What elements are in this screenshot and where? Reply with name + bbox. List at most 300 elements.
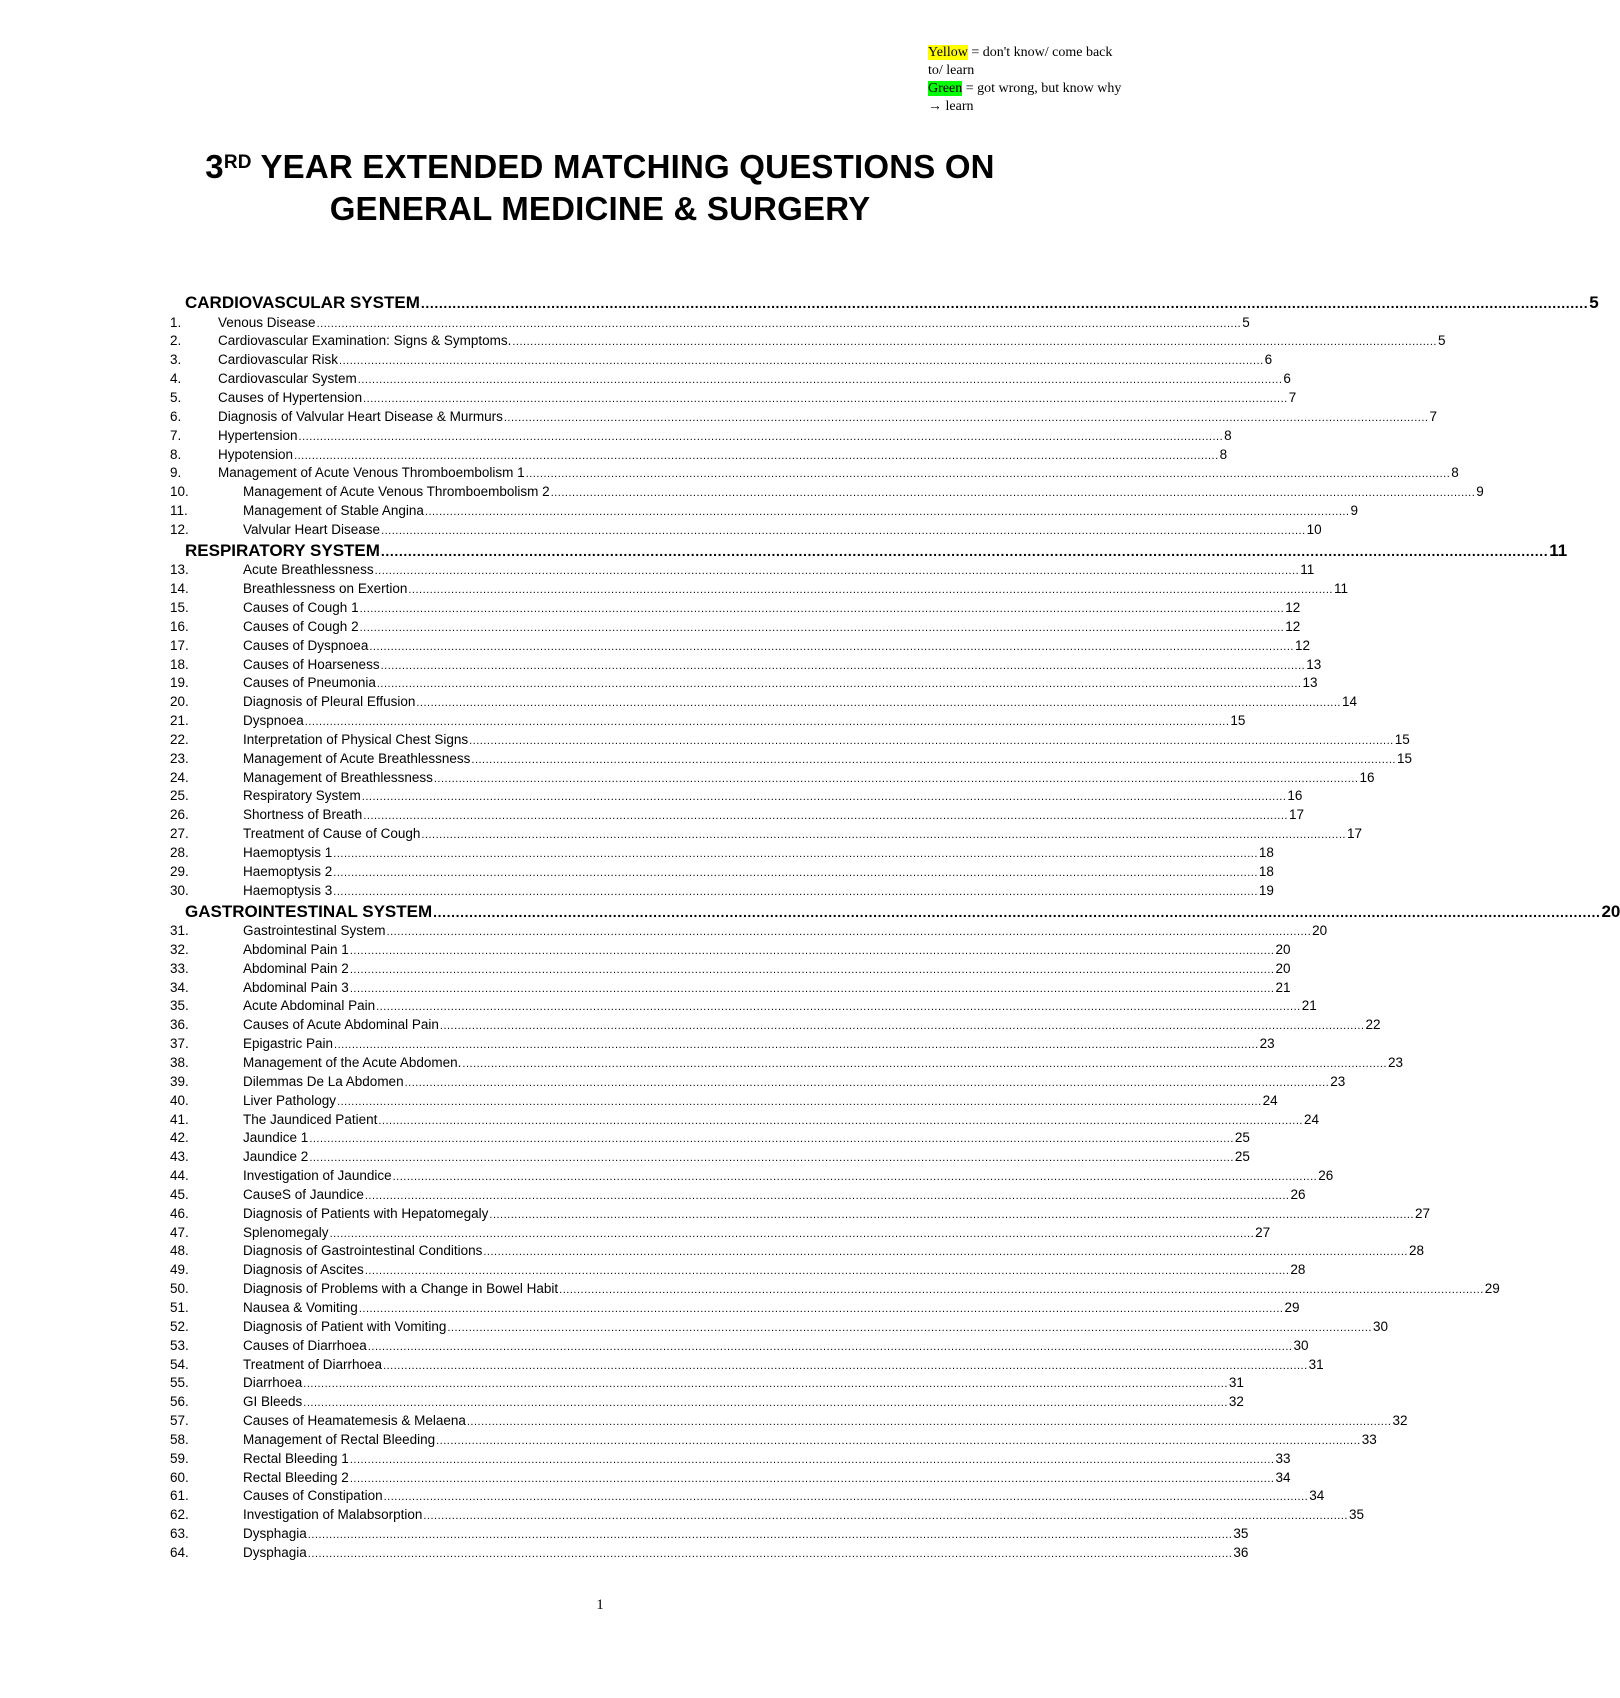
entry-number: 15. bbox=[170, 600, 189, 615]
entry-page: 8 bbox=[1451, 465, 1459, 481]
leader-dots: .................................................................................................................................................................................................................................................................... bbox=[378, 1114, 1303, 1127]
leader-dots: .................................................................................................................................................................................................................................................................... bbox=[381, 524, 1306, 537]
leader-dots: .................................................................................................................................................................................................................................................................... bbox=[503, 411, 1429, 424]
entry-page: 33 bbox=[1361, 1431, 1377, 1447]
entry-number: 4. bbox=[170, 371, 182, 387]
entry-number: 9. bbox=[170, 465, 182, 481]
entry-page: 10 bbox=[1306, 521, 1322, 537]
entry-number: 34. bbox=[170, 979, 189, 995]
section-page: 20 bbox=[1601, 901, 1620, 921]
entry-number: 36. bbox=[170, 1017, 189, 1033]
leader-dots: .................................................................................................................................................................................................................................................................... bbox=[466, 1416, 1392, 1429]
leader-dots: .................................................................................................................................................................................................................................................................... bbox=[349, 1453, 1275, 1466]
entry-page: 33 bbox=[1275, 1450, 1291, 1466]
title-line-2: GENERAL MEDICINE & SURGERY bbox=[329, 190, 871, 227]
entry-title: Investigation of Jaundice bbox=[243, 1168, 392, 1184]
entry-page: 15 bbox=[1230, 713, 1246, 729]
entry-title: Respiratory System bbox=[243, 788, 361, 804]
entry-title: Dysphagia bbox=[243, 1526, 307, 1542]
toc-entry[interactable] bbox=[170, 1261, 1306, 1280]
entry-number: 26. bbox=[170, 807, 189, 823]
entry-title: Jaundice 2 bbox=[243, 1149, 309, 1165]
toc-entry[interactable] bbox=[170, 1167, 1334, 1186]
entry-page: 13 bbox=[1306, 656, 1322, 672]
leader-dots: .................................................................................................................................................................................................................................................................... bbox=[386, 926, 1312, 939]
entry-title: Management of Acute Breathlessness bbox=[243, 750, 471, 766]
entry-number: 53. bbox=[170, 1337, 189, 1353]
toc-entry[interactable] bbox=[170, 521, 1322, 540]
entry-page: 29 bbox=[1284, 1299, 1300, 1315]
leader-dots: .................................................................................................................................................................................................................................................................... bbox=[369, 640, 1294, 653]
leader-dots: .................................................................................................................................................................................................................................................................... bbox=[376, 1001, 1301, 1014]
toc-entry[interactable] bbox=[170, 637, 1310, 656]
entry-number: 28. bbox=[170, 844, 189, 860]
toc-entry[interactable] bbox=[170, 408, 1437, 427]
entry-number: 39. bbox=[170, 1073, 189, 1089]
entry-number: 13. bbox=[170, 562, 189, 578]
entry-page: 16 bbox=[1359, 769, 1375, 785]
toc-entry[interactable] bbox=[170, 769, 1375, 788]
toc-entry[interactable] bbox=[170, 1412, 1408, 1431]
entry-number: 6. bbox=[170, 408, 182, 424]
leader-dots: .................................................................................................................................................................................................................................................................... bbox=[364, 1189, 1290, 1202]
entry-title: Management of Stable Angina bbox=[243, 503, 424, 519]
entry-number: 30. bbox=[170, 882, 189, 898]
leader-dots: .................................................................................................................................................................................................................................................................... bbox=[433, 903, 1601, 920]
leader-dots: .................................................................................................................................................................................................................................................................... bbox=[349, 944, 1275, 957]
color-legend bbox=[928, 44, 1128, 116]
entry-title: Rectal Bleeding 2 bbox=[243, 1469, 349, 1485]
leader-dots: .................................................................................................................................................................................................................................................................... bbox=[329, 1227, 1255, 1240]
entry-number: 63. bbox=[170, 1526, 189, 1542]
entry-number: 43. bbox=[170, 1149, 189, 1165]
title-superscript: RD bbox=[223, 152, 252, 173]
leader-dots: .................................................................................................................................................................................................................................................................... bbox=[376, 678, 1302, 691]
document-title bbox=[0, 146, 1200, 230]
toc-entry[interactable] bbox=[170, 1487, 1325, 1506]
toc-section-heading[interactable] bbox=[170, 540, 1568, 562]
entry-number: 20. bbox=[170, 694, 189, 710]
entry-page: 34 bbox=[1309, 1488, 1325, 1504]
entry-page: 25 bbox=[1234, 1149, 1250, 1165]
entry-page: 28 bbox=[1408, 1243, 1425, 1259]
leader-dots: .................................................................................................................................................................................................................................................................... bbox=[333, 847, 1258, 860]
toc-entry[interactable] bbox=[170, 561, 1315, 580]
entry-title: Diarrhoea bbox=[243, 1375, 303, 1391]
toc-entry[interactable] bbox=[170, 1318, 1388, 1337]
toc-entry[interactable] bbox=[170, 674, 1318, 693]
leader-dots: .................................................................................................................................................................................................................................................................... bbox=[512, 336, 1437, 349]
entry-number: 48. bbox=[170, 1243, 189, 1259]
entry-number: 57. bbox=[170, 1413, 189, 1429]
toc-entry[interactable] bbox=[170, 1506, 1364, 1525]
entry-number: 55. bbox=[170, 1375, 189, 1391]
entry-number: 62. bbox=[170, 1507, 189, 1523]
leader-dots: .................................................................................................................................................................................................................................................................... bbox=[334, 1039, 1259, 1052]
leader-dots: .................................................................................................................................................................................................................................................................... bbox=[416, 697, 1341, 710]
entry-title: Dilemmas De La Abdomen bbox=[243, 1073, 404, 1089]
entry-title: Breathlessness on Exertion bbox=[243, 581, 408, 597]
entry-title: Hypertension bbox=[218, 427, 298, 443]
entry-number: 54. bbox=[170, 1356, 189, 1372]
entry-number: 41. bbox=[170, 1111, 189, 1127]
entry-title: Causes of Dyspnoea bbox=[243, 637, 369, 653]
entry-page: 12 bbox=[1285, 600, 1301, 615]
entry-number: 5. bbox=[170, 389, 182, 405]
entry-page: 16 bbox=[1287, 788, 1303, 804]
entry-number: 11. bbox=[170, 503, 188, 519]
toc-entry[interactable] bbox=[170, 1469, 1291, 1488]
toc-entry[interactable] bbox=[170, 1431, 1377, 1450]
entry-title: Diagnosis of Gastrointestinal Conditions bbox=[243, 1243, 483, 1259]
entry-title: Jaundice 1 bbox=[243, 1130, 309, 1146]
entry-number: 58. bbox=[170, 1431, 189, 1447]
entry-title: Hypotension bbox=[218, 446, 294, 462]
leader-dots: .................................................................................................................................................................................................................................................................... bbox=[307, 1547, 1233, 1560]
table-of-contents bbox=[170, 292, 1620, 1563]
leader-dots: .................................................................................................................................................................................................................................................................... bbox=[349, 982, 1275, 995]
entry-number: 1. bbox=[170, 314, 182, 330]
entry-number: 45. bbox=[170, 1186, 189, 1202]
entry-title: Splenomegaly bbox=[243, 1224, 329, 1240]
toc-entry[interactable] bbox=[170, 1242, 1425, 1261]
toc-entry[interactable] bbox=[170, 1337, 1309, 1356]
toc-entry[interactable] bbox=[170, 1299, 1300, 1318]
toc-entry[interactable] bbox=[170, 1525, 1249, 1544]
toc-entry[interactable] bbox=[170, 750, 1413, 769]
toc-entry[interactable] bbox=[170, 825, 1362, 844]
entry-number: 47. bbox=[170, 1224, 189, 1240]
leader-dots: .................................................................................................................................................................................................................................................................... bbox=[337, 1095, 1262, 1108]
leader-dots: .................................................................................................................................................................................................................................................................... bbox=[333, 885, 1258, 898]
toc-entry[interactable] bbox=[170, 806, 1304, 825]
leader-dots: .................................................................................................................................................................................................................................................................... bbox=[357, 374, 1283, 387]
toc-entry[interactable] bbox=[170, 1450, 1291, 1469]
entry-title: Abdominal Pain 2 bbox=[243, 960, 349, 976]
leader-dots: .................................................................................................................................................................................................................................................................... bbox=[380, 659, 1306, 672]
leader-dots: .................................................................................................................................................................................................................................................................... bbox=[316, 317, 1242, 330]
toc-entry[interactable] bbox=[170, 882, 1274, 901]
entry-page: 29 bbox=[1484, 1281, 1500, 1297]
leader-dots: .................................................................................................................................................................................................................................................................... bbox=[304, 716, 1230, 729]
leader-dots: .................................................................................................................................................................................................................................................................... bbox=[349, 963, 1275, 976]
entry-number: 12. bbox=[170, 521, 189, 537]
leader-dots: .................................................................................................................................................................................................................................................................... bbox=[363, 392, 1288, 405]
entry-number: 44. bbox=[170, 1168, 189, 1184]
entry-page: 27 bbox=[1415, 1205, 1431, 1221]
toc-entry[interactable] bbox=[170, 1073, 1346, 1092]
entry-page: 14 bbox=[1341, 694, 1357, 710]
entry-page: 23 bbox=[1388, 1055, 1404, 1070]
entry-number: 35. bbox=[170, 998, 189, 1014]
entry-title: Acute Breathlessness bbox=[243, 562, 374, 578]
toc-entry[interactable] bbox=[170, 1016, 1381, 1035]
toc-entry[interactable] bbox=[170, 314, 1250, 333]
leader-dots: .................................................................................................................................................................................................................................................................... bbox=[359, 603, 1285, 615]
entry-page: 32 bbox=[1392, 1413, 1408, 1429]
entry-number: 21. bbox=[170, 713, 189, 729]
toc-entry[interactable] bbox=[170, 1544, 1249, 1563]
entry-page: 21 bbox=[1275, 979, 1291, 995]
title-line-1: 3RD YEAR EXTENDED MATCHING QUESTIONS ON bbox=[205, 148, 995, 185]
leader-dots: .................................................................................................................................................................................................................................................................... bbox=[363, 810, 1288, 823]
entry-title: The Jaundiced Patient bbox=[243, 1111, 378, 1127]
leader-dots: .................................................................................................................................................................................................................................................................... bbox=[307, 1529, 1233, 1542]
entry-page: 21 bbox=[1301, 998, 1317, 1014]
entry-page: 36 bbox=[1233, 1544, 1249, 1560]
entry-title: Causes of Hypertension bbox=[218, 389, 363, 405]
entry-number: 25. bbox=[170, 788, 189, 804]
toc-entry[interactable] bbox=[170, 370, 1291, 389]
entry-title: Diagnosis of Patients with Hepatomegaly bbox=[243, 1205, 489, 1221]
entry-page: 13 bbox=[1302, 675, 1318, 691]
entry-page: 17 bbox=[1346, 826, 1362, 842]
entry-number: 22. bbox=[170, 731, 189, 747]
entry-title: Haemoptysis 3 bbox=[243, 882, 333, 898]
toc-entry[interactable] bbox=[170, 941, 1291, 960]
entry-page: 27 bbox=[1255, 1224, 1271, 1240]
entry-number: 14. bbox=[170, 581, 189, 597]
toc-entry[interactable] bbox=[170, 1035, 1275, 1054]
entry-page: 34 bbox=[1275, 1469, 1291, 1485]
leader-dots: .................................................................................................................................................................................................................................................................... bbox=[333, 866, 1258, 879]
entry-page: 7 bbox=[1288, 389, 1297, 405]
toc-entry[interactable] bbox=[170, 464, 1459, 483]
leader-dots: .................................................................................................................................................................................................................................................................... bbox=[489, 1208, 1414, 1221]
entry-page: 22 bbox=[1365, 1017, 1381, 1033]
toc-entry[interactable] bbox=[170, 731, 1410, 750]
toc-entry[interactable] bbox=[170, 502, 1359, 521]
toc-entry[interactable] bbox=[170, 427, 1232, 446]
leader-dots: .................................................................................................................................................................................................................................................................... bbox=[303, 1397, 1228, 1410]
leader-dots: .................................................................................................................................................................................................................................................................... bbox=[469, 734, 1394, 747]
entry-page: 31 bbox=[1308, 1356, 1324, 1372]
entry-title: Abdominal Pain 1 bbox=[243, 941, 349, 957]
entry-title: Treatment of Cause of Cough bbox=[243, 826, 421, 842]
entry-page: 12 bbox=[1285, 618, 1301, 634]
entry-title: Causes of Cough 1 bbox=[243, 600, 359, 615]
entry-title: Management of the Acute Abdomen. bbox=[243, 1055, 462, 1070]
leader-dots: .................................................................................................................................................................................................................................................................... bbox=[471, 753, 1396, 766]
toc-entry[interactable] bbox=[170, 693, 1357, 712]
toc-entry[interactable] bbox=[170, 712, 1246, 731]
page-number: 1 bbox=[596, 1597, 604, 1613]
toc-entry[interactable] bbox=[170, 1356, 1324, 1375]
entry-number: 10. bbox=[170, 484, 189, 500]
section-page: 5 bbox=[1589, 293, 1599, 312]
entry-title: Causes of Cough 2 bbox=[243, 618, 359, 634]
entry-number: 33. bbox=[170, 960, 189, 976]
toc-entry[interactable] bbox=[170, 332, 1446, 351]
section-title: CARDIOVASCULAR SYSTEM bbox=[185, 293, 420, 312]
entry-page: 15 bbox=[1397, 750, 1413, 766]
entry-page: 35 bbox=[1348, 1507, 1364, 1523]
toc-entry[interactable] bbox=[170, 1054, 1404, 1073]
legend-green-text: = got wrong, but know why → learn bbox=[928, 81, 1122, 114]
entry-number: 23. bbox=[170, 750, 189, 766]
entry-page: 9 bbox=[1350, 503, 1359, 519]
leader-dots: .................................................................................................................................................................................................................................................................... bbox=[420, 295, 1589, 311]
entry-title: Interpretation of Physical Chest Signs bbox=[243, 731, 469, 747]
toc-entry[interactable] bbox=[170, 844, 1274, 863]
toc-entry[interactable] bbox=[170, 997, 1317, 1016]
entry-title: Causes of Diarrhoea bbox=[243, 1337, 367, 1353]
entry-title: GI Bleeds bbox=[243, 1394, 303, 1410]
entry-title: Haemoptysis 1 bbox=[243, 844, 333, 860]
toc-entry[interactable] bbox=[170, 599, 1301, 618]
toc-entry[interactable] bbox=[170, 1092, 1278, 1111]
entry-number: 56. bbox=[170, 1394, 189, 1410]
entry-page: 30 bbox=[1293, 1337, 1309, 1353]
toc-section-heading[interactable] bbox=[170, 292, 1599, 314]
entry-number: 7. bbox=[170, 427, 182, 443]
toc-entry[interactable] bbox=[170, 351, 1273, 370]
entry-title: Dyspnoea bbox=[243, 713, 304, 729]
entry-page: 28 bbox=[1290, 1262, 1306, 1278]
leader-dots: .................................................................................................................................................................................................................................................................... bbox=[309, 1133, 1234, 1146]
leader-dots: .................................................................................................................................................................................................................................................................... bbox=[423, 1510, 1348, 1523]
leader-dots: .................................................................................................................................................................................................................................................................... bbox=[525, 468, 1451, 481]
entry-title: Nausea & Vomiting bbox=[243, 1299, 358, 1315]
legend-yellow-label: Yellow bbox=[928, 45, 968, 60]
entry-number: 18. bbox=[170, 656, 189, 672]
entry-title: Management of Rectal Bleeding bbox=[243, 1431, 436, 1447]
toc-entry[interactable] bbox=[170, 1280, 1500, 1299]
toc-entry[interactable] bbox=[170, 656, 1322, 675]
entry-number: 60. bbox=[170, 1469, 189, 1485]
entry-title: Causes of Constipation bbox=[243, 1488, 383, 1504]
toc-entry[interactable] bbox=[170, 1205, 1431, 1224]
leader-dots: .................................................................................................................................................................................................................................................................... bbox=[294, 449, 1219, 462]
legend-green-label: Green bbox=[928, 81, 963, 96]
entry-title: Diagnosis of Patient with Vomiting bbox=[243, 1318, 447, 1334]
entry-page: 35 bbox=[1233, 1526, 1249, 1542]
toc-entry[interactable] bbox=[170, 389, 1297, 408]
leader-dots: .................................................................................................................................................................................................................................................................... bbox=[424, 506, 1350, 519]
toc-entry[interactable] bbox=[170, 1393, 1244, 1412]
entry-title: Cardiovascular Examination: Signs & Symptoms. bbox=[218, 333, 512, 349]
entry-title: Epigastric Pain bbox=[243, 1036, 334, 1052]
entry-number: 24. bbox=[170, 769, 189, 785]
leader-dots: .................................................................................................................................................................................................................................................................... bbox=[383, 1491, 1309, 1504]
leader-dots: .................................................................................................................................................................................................................................................................... bbox=[436, 1434, 1361, 1447]
entry-title: Dysphagia bbox=[243, 1544, 307, 1560]
entry-page: 26 bbox=[1290, 1186, 1306, 1202]
leader-dots: .................................................................................................................................................................................................................................................................... bbox=[383, 1359, 1308, 1372]
toc-entry[interactable] bbox=[170, 1224, 1271, 1243]
toc-entry[interactable] bbox=[170, 1129, 1250, 1148]
entry-number: 38. bbox=[170, 1055, 189, 1070]
entry-page: 20 bbox=[1275, 941, 1291, 957]
entry-page: 20 bbox=[1312, 923, 1328, 939]
entry-page: 7 bbox=[1429, 408, 1437, 424]
entry-title: Cardiovascular Risk bbox=[218, 352, 339, 368]
entry-page: 32 bbox=[1228, 1394, 1244, 1410]
entry-title: Abdominal Pain 3 bbox=[243, 979, 349, 995]
toc-entry[interactable] bbox=[170, 580, 1348, 599]
entry-page: 11 bbox=[1300, 562, 1315, 578]
toc-entry[interactable] bbox=[170, 1148, 1250, 1167]
leader-dots: .................................................................................................................................................................................................................................................................... bbox=[298, 430, 1224, 443]
entry-number: 29. bbox=[170, 863, 189, 879]
entry-page: 12 bbox=[1294, 637, 1310, 653]
entry-number: 42. bbox=[170, 1130, 189, 1146]
entry-number: 31. bbox=[170, 923, 189, 939]
entry-number: 52. bbox=[170, 1318, 189, 1334]
entry-title: Causes of Pneumonia bbox=[243, 675, 376, 691]
entry-number: 3. bbox=[170, 352, 182, 368]
entry-title: Gastrointestinal System bbox=[243, 923, 386, 939]
entry-title: Management of Breathlessness bbox=[243, 769, 433, 785]
toc-entry[interactable] bbox=[170, 863, 1274, 882]
leader-dots: .................................................................................................................................................................................................................................................................... bbox=[421, 829, 1346, 842]
leader-dots: .................................................................................................................................................................................................................................................................... bbox=[364, 1265, 1290, 1278]
toc-entry[interactable] bbox=[170, 446, 1228, 465]
toc-entry[interactable] bbox=[170, 1186, 1306, 1205]
entry-page: 31 bbox=[1228, 1375, 1244, 1391]
entry-title: Shortness of Breath bbox=[243, 807, 363, 823]
entry-page: 26 bbox=[1318, 1168, 1334, 1184]
entry-number: 37. bbox=[170, 1036, 189, 1052]
leader-dots: .................................................................................................................................................................................................................................................................... bbox=[367, 1340, 1293, 1353]
toc-entry[interactable] bbox=[170, 787, 1303, 806]
toc-entry[interactable] bbox=[170, 1374, 1244, 1393]
toc-entry[interactable] bbox=[170, 483, 1484, 502]
entry-title: Causes of Heamatemesis & Melaena bbox=[243, 1413, 466, 1429]
entry-page: 11 bbox=[1333, 581, 1348, 597]
entry-title: Diagnosis of Valvular Heart Disease & Murmurs bbox=[218, 408, 503, 424]
entry-page: 5 bbox=[1242, 314, 1250, 330]
toc-entry[interactable] bbox=[170, 960, 1291, 979]
entry-number: 27. bbox=[170, 826, 189, 842]
entry-page: 8 bbox=[1219, 446, 1228, 462]
entry-title: Management of Acute Venous Thromboembolism 1 bbox=[218, 465, 525, 481]
leader-dots: .................................................................................................................................................................................................................................................................... bbox=[358, 1302, 1284, 1315]
entry-title: Acute Abdominal Pain bbox=[243, 998, 376, 1014]
toc-entry[interactable] bbox=[170, 618, 1301, 637]
entry-title: CauseS of Jaundice bbox=[243, 1186, 364, 1202]
entry-number: 49. bbox=[170, 1262, 189, 1278]
entry-title: Investigation of Malabsorption bbox=[243, 1507, 423, 1523]
toc-entry[interactable] bbox=[170, 922, 1328, 941]
section-page: 11 bbox=[1549, 540, 1568, 560]
entry-title: Management of Acute Venous Thromboembolism 2 bbox=[243, 484, 550, 500]
leader-dots: .................................................................................................................................................................................................................................................................... bbox=[550, 487, 1476, 500]
leader-dots: .................................................................................................................................................................................................................................................................... bbox=[404, 1076, 1330, 1089]
leader-dots: .................................................................................................................................................................................................................................................................... bbox=[462, 1058, 1388, 1070]
leader-dots: .................................................................................................................................................................................................................................................................... bbox=[380, 542, 1549, 559]
entry-title: Valvular Heart Disease bbox=[243, 521, 381, 537]
entry-number: 50. bbox=[170, 1281, 189, 1297]
entry-title: Cardiovascular System bbox=[218, 371, 357, 387]
leader-dots: .................................................................................................................................................................................................................................................................... bbox=[447, 1321, 1372, 1334]
legend-yellow-text: = don't know/ come back to/ learn bbox=[928, 45, 1113, 78]
leader-dots: .................................................................................................................................................................................................................................................................... bbox=[359, 621, 1285, 634]
section-title: GASTROINTESTINAL SYSTEM bbox=[185, 901, 433, 921]
entry-number: 40. bbox=[170, 1092, 189, 1108]
entry-title: Venous Disease bbox=[218, 314, 316, 330]
leader-dots: .................................................................................................................................................................................................................................................................... bbox=[309, 1152, 1234, 1165]
entry-number: 2. bbox=[170, 333, 182, 349]
toc-section-heading[interactable] bbox=[170, 901, 1620, 923]
entry-title: Haemoptysis 2 bbox=[243, 863, 333, 879]
entry-title: Liver Pathology bbox=[243, 1092, 337, 1108]
entry-page: 9 bbox=[1476, 484, 1484, 500]
toc-entry[interactable] bbox=[170, 1111, 1319, 1130]
entry-page: 5 bbox=[1437, 333, 1446, 349]
toc-entry[interactable] bbox=[170, 979, 1291, 998]
entry-number: 46. bbox=[170, 1205, 189, 1221]
